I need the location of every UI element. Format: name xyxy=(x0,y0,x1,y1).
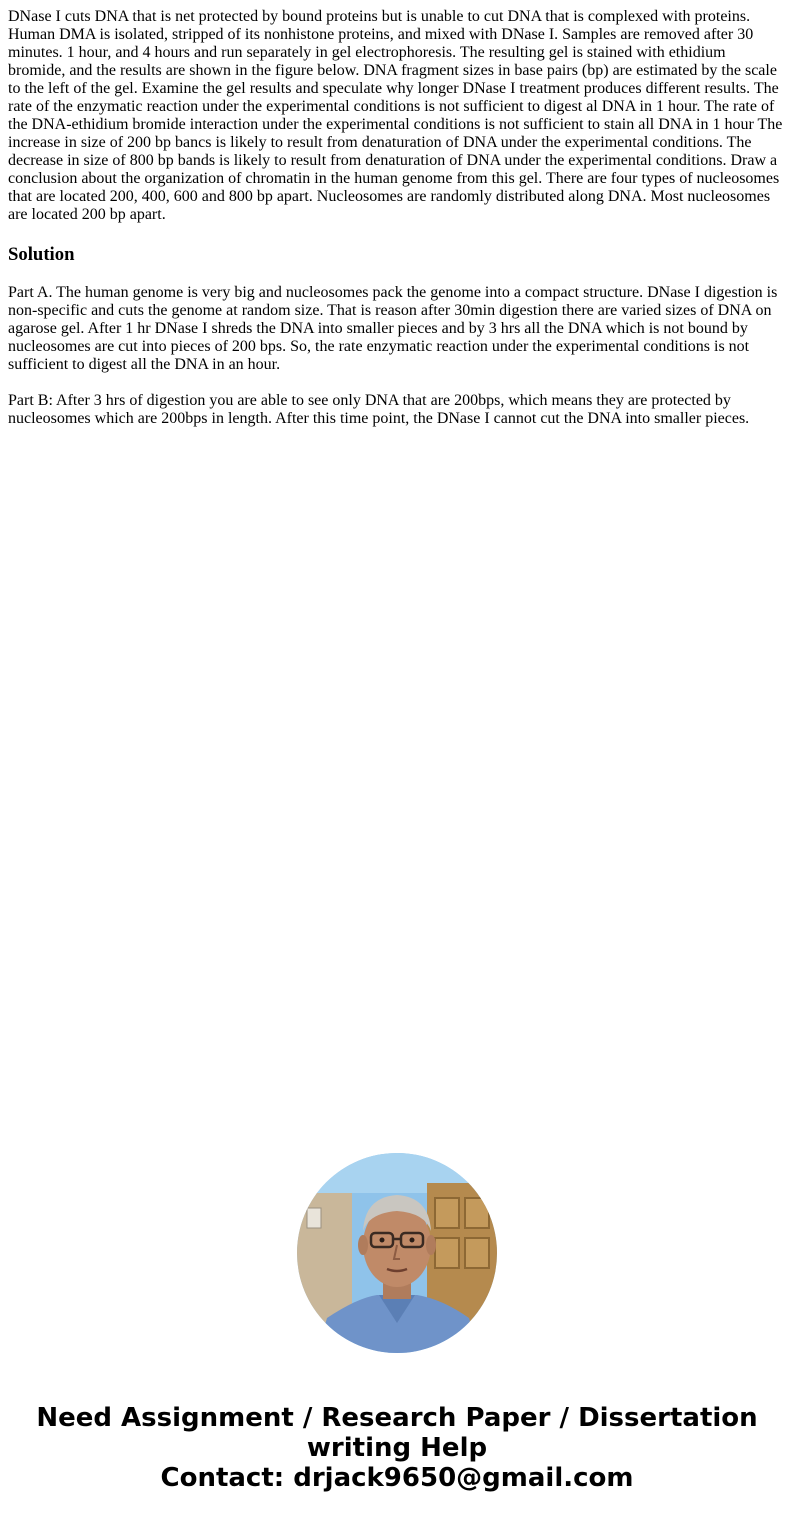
question-text: DNase I cuts DNA that is net protected by bound proteins but is unable to cut DNA that is complexed with proteins. Human DMA is isolated, stripped of its nonhistone proteins, and mixed with DNase I. Samples are removed after 30 minutes. 1 hour, and 4 hours and run separately in gel electrophoresis. The resulting gel is stained with ethidium bromide, and the results are shown in the figure below. DNA fragment sizes in base pairs (bp) are estimated by the scale to the left of the gel. Examine the gel results and speculate why longer DNase I treatment produces different results. The rate of the enzymatic reaction under the experimental conditions is not sufficient to digest al DNA in 1 hour. The rate of the DNA-ethidium bromide interaction under the experimental conditions is not sufficient to stain all DNA in 1 hour The increase in size of 200 bp bancs is likely to result from denaturation of DNA under the experimental conditions. The decrease in size of 800 bp bands is likely to result from denaturation of DNA under the experimental conditions. Draw a conclusion about the organization of chromatin in the human genome from this gel. There are four types of nucleosomes that are located 200, 400, 600 and 800 bp apart. Nucleosomes are randomly distributed along DNA. Most nucleosomes are located 200 bp apart. xyxy=(8,8,783,223)
footer-line-2: writing Help xyxy=(306,1433,488,1463)
document-content xyxy=(0,0,794,428)
solution-heading: Solution xyxy=(8,244,75,265)
author-avatar xyxy=(297,1153,497,1353)
footer-contact-banner xyxy=(0,1403,794,1493)
solution-part-a: Part A. The human genome is very big and nucleosomes pack the genome into a compact structure. DNase I digestion is non-specific and cuts the genome at random size. That is reason after 30min digestion there are varied sizes of DNA on agarose gel. After 1 hr DNase I shreds the DNA into smaller pieces and by 3 hrs all the DNA which is not bound by nucleosomes are cut into pieces of 200 bps. So, the rate enzymatic reaction under the experimental conditions is not sufficient to digest all the DNA in an hour. xyxy=(8,284,778,373)
author-portrait-image xyxy=(297,1153,497,1353)
footer-line-1: Need Assignment / Research Paper / Dissertation xyxy=(36,1403,758,1433)
solution-part-b: Part B: After 3 hrs of digestion you are able to see only DNA that are 200bps, which means they are protected by nucleosomes which are 200bps in length. After this time point, the DNase I cannot cut the DNA into smaller pieces. xyxy=(8,392,750,427)
footer-contact-line: Contact: drjack9650@gmail.com xyxy=(160,1463,634,1493)
